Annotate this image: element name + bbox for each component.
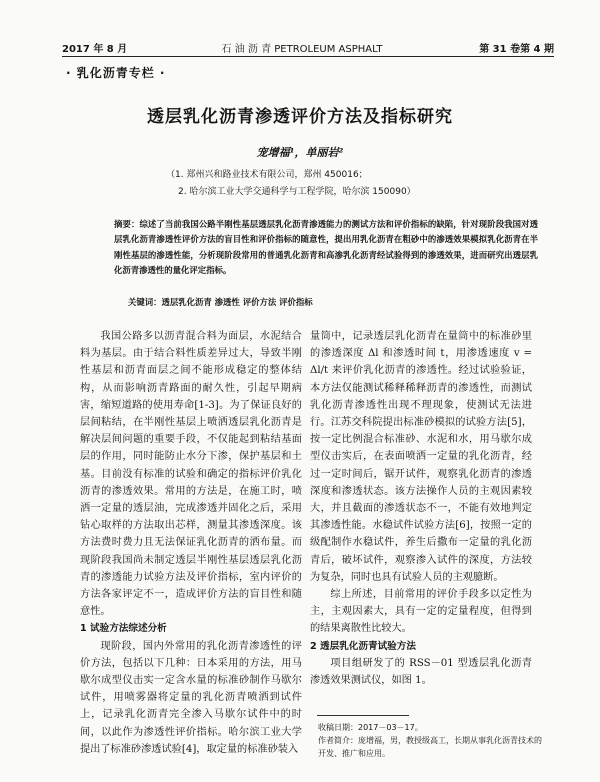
footnote-rule — [317, 715, 409, 716]
column-label: · 乳化沥青专栏 · — [66, 66, 166, 80]
abstract-text: 综述了当前我国公路半刚性基层透层乳化沥青渗透能力的测试方法和评价指标的缺陷，针对现阶段我国对透层乳化沥青渗透性评价方法的盲目性和评价指标的随意性，提出用乳化沥青在粗砂中的渗透效果模拟乳化沥青在半刚性基层的渗透性能，分析现阶段常用的普通乳化沥青和高渗乳化沥青经试验得到的渗透效果，进而研究出透层乳化沥青渗透性的量化评定指标。 — [114, 219, 539, 275]
header-date: 2017 年 8 月 — [62, 44, 128, 55]
header-volume: 第 31 卷第 4 期 — [479, 44, 554, 55]
summary-paragraph: 综上所述，目前常用的评价手段多以定性为主，主观因素大，具有一定的定量程度，但得到的结果离散性比较大。 — [310, 589, 532, 635]
affiliation-2: 2. 哈尔滨工业大学交通科学与工程学院，哈尔滨 150090） — [178, 187, 416, 197]
left-column — [80, 328, 302, 758]
footnote-received: 收稿日期：2017－03－17。 — [318, 723, 423, 732]
keywords-label: 关键词： — [128, 297, 162, 307]
section-1-paragraph: 现阶段，国内外常用的乳化沥青渗透性的评价方法，包括以下几种：日本采用的方法，用马歇尔成型仪击实一定含水量的标准砂制作马歇尔试件，用喷雾器将定量的乳化沥青喷洒到试件上，记录乳化沥青完全渗入马歇尔试件中的时间，以此作为渗透性评价指标。哈尔滨工业大学提出了标准砂渗透试验[4]，取定量的标准砂装入 — [80, 640, 302, 755]
section-2-heading: 2 透层乳化沥青试验方法 — [310, 640, 416, 652]
footnote-author: 作者简介：庞增福，男，教授级高工，长期从事乳化沥青技术的开发、推广和应用。 — [318, 736, 542, 758]
right-column — [310, 328, 532, 689]
header-journal: 石 油 沥 青 PETROLEUM ASPHALT — [221, 44, 383, 55]
keywords-text: 透层乳化沥青 渗透性 评价方法 评价指标 — [161, 297, 313, 307]
section-1-heading: 1 试验方法综述分析 — [80, 623, 167, 635]
section-2-paragraph: 项目组研发了的 RSS－01 型透层乳化沥青渗透效果测试仪，如图 1。 — [310, 657, 532, 687]
intro-paragraph: 我国公路多以沥青混合料为面层，水泥结合料为基层。由于结合料性质差异过大，导致半刚性基层和沥青面层之间不能形成稳定的整体结构，从而影响沥青路面的耐久性，引起早期病害，缩短道路的使用寿命[1-3]。为了保证良好的层间粘结，在半刚性基层上喷洒透层乳化沥青是解决层间问题的重要手段，不仅能起到粘结基面层的作用，同时能防止水分下渗，保护基层和土基。目前没有标准的试验和确定的指标评价乳化沥青的渗透效果。常用的方法是，在施工时，喷洒一定量的透层油，完成渗透并固化之后，采用钻心取样的方法取出芯样，测量其渗透深度。该方法费时费力且无法保证乳化沥青的洒布量。而现阶段我国尚未制定透层半刚性基层透层乳化沥青的渗透能力试验方法及评价指标，室内评价的方法各家评定不一，造成评价方法的盲目性和随意性。 — [80, 331, 302, 618]
keywords — [128, 296, 313, 308]
running-header — [62, 40, 554, 56]
continued-paragraph: 量筒中，记录透层乳化沥青在量筒中的标准砂里的渗透深度 Δl 和渗透时间 t，用渗透速度 v = Δl/t 来评价乳化沥青的渗透性。经过试验验证，本方法仅能测试稀释稀释沥青的渗透性，而测试乳化沥青渗透性出现不理现象，使测试无法进行。江苏交科院提出标准砂模拟的试验方法[5]，按一定比例混合标准砂、水泥和水，用马歇尔成型仪击实后，在表面喷洒一定量的乳化沥青，经过一定时间后，锯开试件，观察乳化沥青的渗透深度和渗透状态。该方法操作人员的主观因素较大，并且截面的渗透状态不一，不能有效地判定其渗透性能。水稳试件试验方法[6]，按照一定的级配制作水稳试件，养生后撒布一定量的乳化沥青后，破坏试件，观察渗入试件的深度，方法较为复杂，同时也具有试验人员的主观臆断。 — [310, 331, 532, 583]
paper-authors: 宠增福¹，单丽岩² — [256, 146, 344, 159]
paper-title: 透层乳化沥青渗透评价方法及指标研究 — [147, 107, 453, 127]
abstract — [114, 217, 538, 278]
header-rule — [62, 56, 554, 57]
abstract-label: 摘要： — [114, 219, 140, 229]
affiliation-1: （1. 郑州兴和路业技术有限公司，郑州 450016； — [166, 170, 368, 180]
